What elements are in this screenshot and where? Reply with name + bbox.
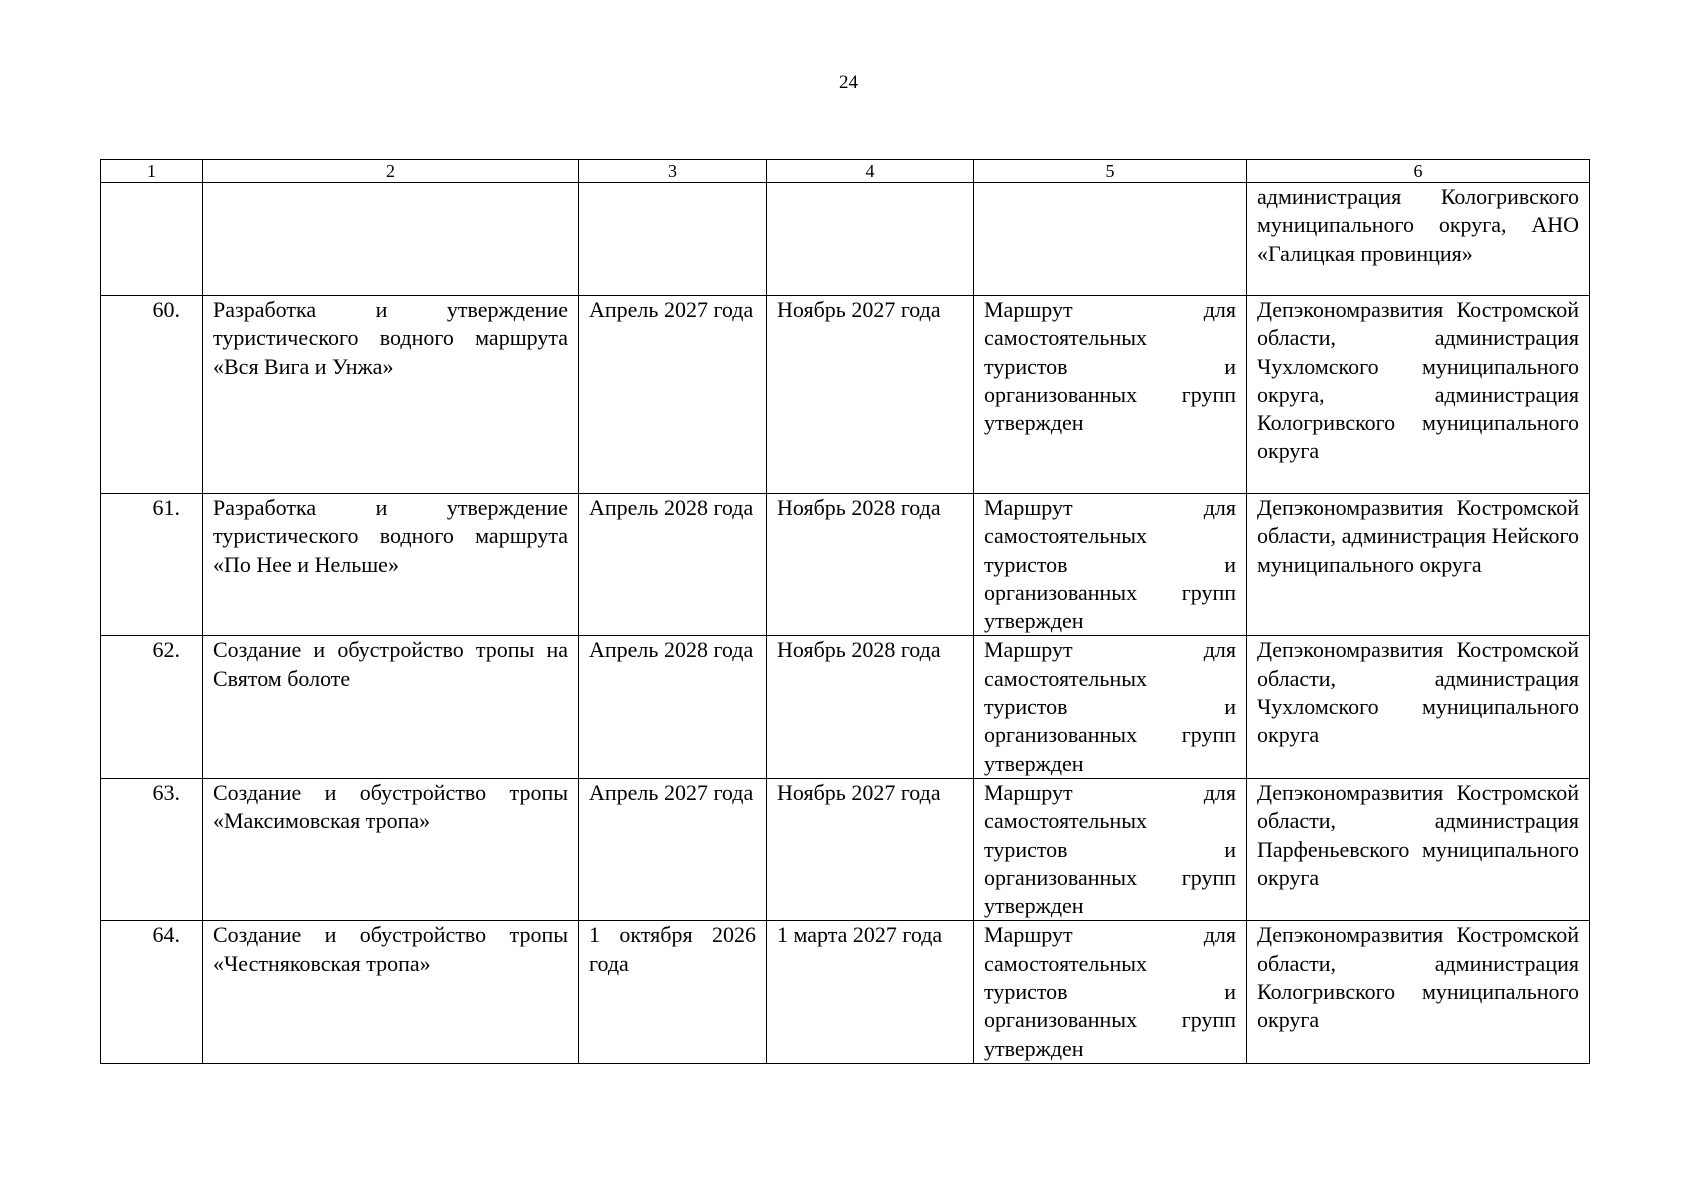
table-row	[101, 296, 1590, 494]
start-date-cell: Апрель 2027 года	[579, 296, 767, 494]
table-row	[101, 636, 1590, 778]
activity-cell	[203, 183, 579, 296]
activity-cell: Разработка и утверждение туристического водного маршрута «По Нее и Нельше»	[203, 494, 579, 636]
plan-table	[100, 159, 1590, 1064]
row-number: 63.	[101, 778, 203, 920]
result-cell: Маршрут для самостоятельных туристов и организованных групп утвержден	[974, 778, 1247, 920]
start-date-cell: Апрель 2027 года	[579, 778, 767, 920]
start-date-cell: Апрель 2028 года	[579, 636, 767, 778]
activity-cell: Создание и обустройство тропы «Честняковская тропа»	[203, 921, 579, 1063]
col-header-2: 2	[203, 160, 579, 183]
row-number: 61.	[101, 494, 203, 636]
activity-cell: Создание и обустройство тропы на Святом болоте	[203, 636, 579, 778]
executor-cell: Депэкономразвития Костромской области, администрация Парфеньевского муниципального округа	[1247, 778, 1590, 920]
header-row	[101, 160, 1590, 183]
end-date-cell: 1 марта 2027 года	[767, 921, 974, 1063]
executor-cell: Депэкономразвития Костромской области, администрация Нейского муниципального округа	[1247, 494, 1590, 636]
end-date-cell: Ноябрь 2027 года	[767, 778, 974, 920]
executor-cell: Депэкономразвития Костромской области, администрация Кологривского муниципального округа	[1247, 921, 1590, 1063]
result-cell: Маршрут для самостоятельных туристов и организованных групп утвержден	[974, 296, 1247, 494]
start-date-cell: Апрель 2028 года	[579, 494, 767, 636]
row-number: 64.	[101, 921, 203, 1063]
page-number: 24	[839, 72, 858, 93]
activity-cell: Разработка и утверждение туристического водного маршрута «Вся Вига и Унжа»	[203, 296, 579, 494]
result-cell: Маршрут для самостоятельных туристов и организованных групп утвержден	[974, 921, 1247, 1063]
result-cell	[974, 183, 1247, 296]
col-header-1: 1	[101, 160, 203, 183]
start-date-cell: 1 октября 2026 года	[579, 921, 767, 1063]
row-number	[101, 183, 203, 296]
col-header-6: 6	[1247, 160, 1590, 183]
result-cell: Маршрут для самостоятельных туристов и организованных групп утвержден	[974, 636, 1247, 778]
table-row	[101, 921, 1590, 1063]
executor-cell: Депэкономразвития Костромской области, администрация Чухломского муниципального округа	[1247, 636, 1590, 778]
executor-cell: Депэкономразвития Костромской области, администрация Чухломского муниципального округа, администрация Кологривского муниципального округа	[1247, 296, 1590, 494]
col-header-3: 3	[579, 160, 767, 183]
row-number: 60.	[101, 296, 203, 494]
start-date-cell	[579, 183, 767, 296]
table-row	[101, 778, 1590, 920]
end-date-cell: Ноябрь 2027 года	[767, 296, 974, 494]
result-cell: Маршрут для самостоятельных туристов и организованных групп утвержден	[974, 494, 1247, 636]
end-date-cell: Ноябрь 2028 года	[767, 494, 974, 636]
table-row	[101, 494, 1590, 636]
table-row-continuation	[101, 183, 1590, 296]
end-date-cell: Ноябрь 2028 года	[767, 636, 974, 778]
end-date-cell	[767, 183, 974, 296]
row-number: 62.	[101, 636, 203, 778]
activity-cell: Создание и обустройство тропы «Максимовская тропа»	[203, 778, 579, 920]
col-header-4: 4	[767, 160, 974, 183]
col-header-5: 5	[974, 160, 1247, 183]
executor-cell: администрация Кологривского муниципального округа, АНО «Галицкая провинция»	[1247, 183, 1590, 296]
